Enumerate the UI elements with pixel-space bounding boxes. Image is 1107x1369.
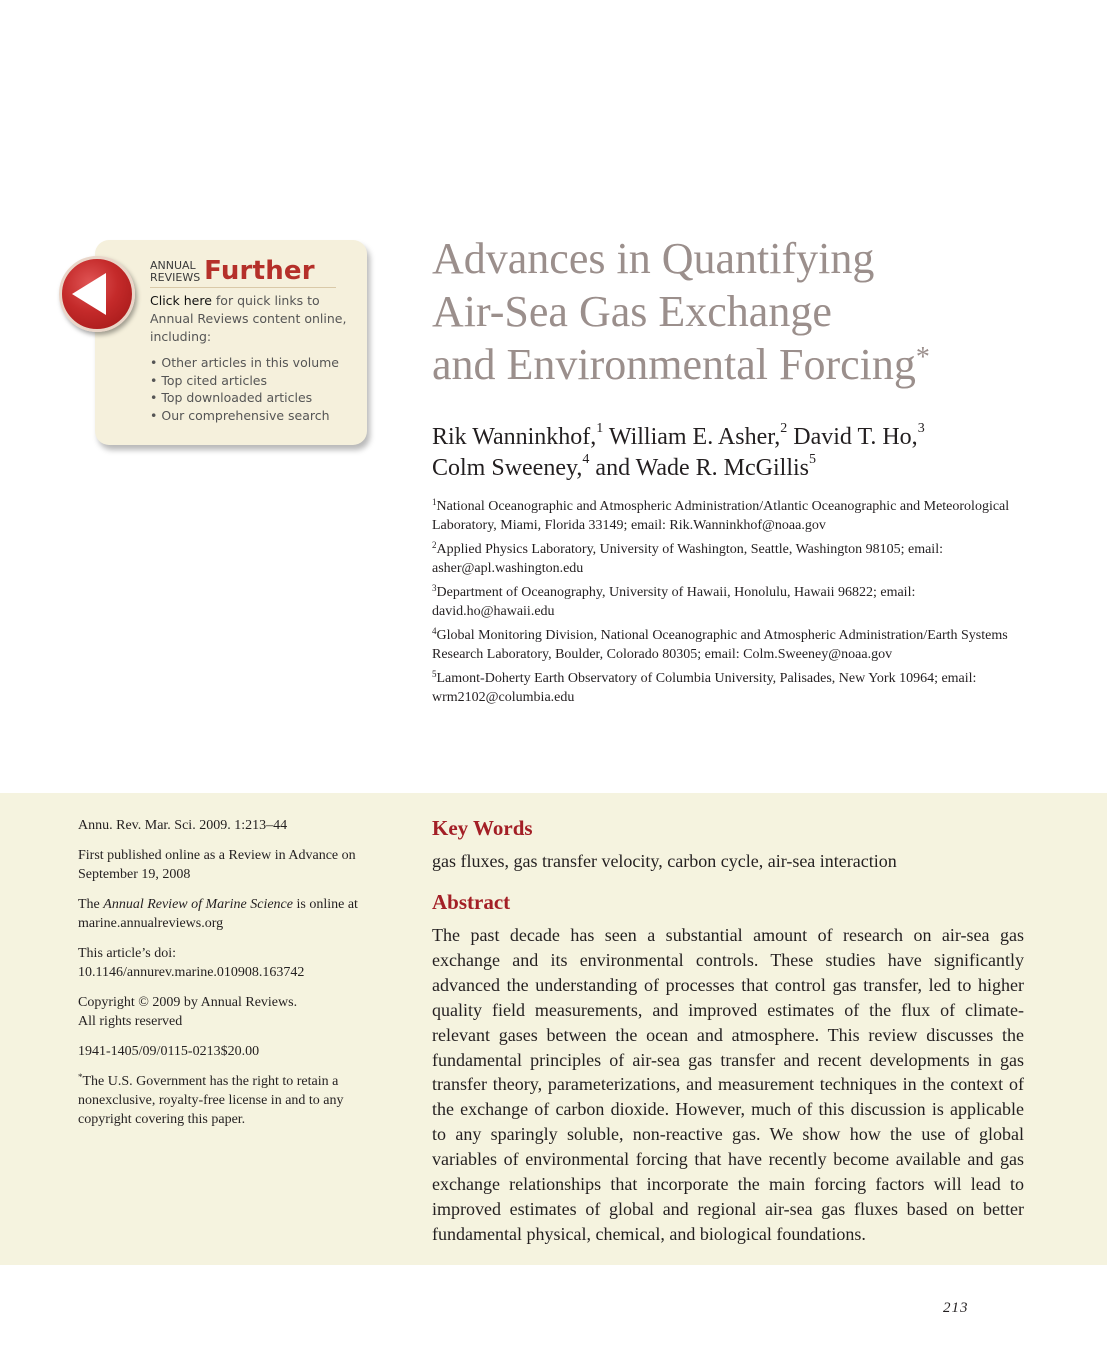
- doi-link[interactable]: 10.1146/annurev.marine.010908.163742: [78, 965, 305, 980]
- online-pre: The: [78, 897, 104, 912]
- title-line-2: Air-Sea Gas Exchange: [432, 287, 832, 336]
- abstract-heading: Abstract: [432, 890, 511, 914]
- further-reading-panel: [150, 258, 355, 424]
- journal-name: Annual Review of Marine Science: [103, 897, 293, 912]
- affiliation-mark: 5: [432, 669, 437, 679]
- abstract-text: The past decade has seen a substantial amount of research on air-sea gas exchange and its environmental controls. These studies have significantly advanced the understanding of processes that control gas transfer, led to higher quality field measurements, and improved estimates of the flux of climate-relevant gases between the ocean and atmosphere. This review discusses the fundamental principles of air-sea gas transfer and recent developments in gas transfer theory, parameterizations, and measurement techniques in the context of the exchange of carbon dioxide. However, much of this discussion is applicable to any sparingly soluble, non-reactive gas. We show how the use of global variables of environmental forcing that have recently become available and gas exchange relationships that incorporate the main forcing factors will lead to improved estimates of global and regional air-sea gas fluxes based on better fundamental physical, chemical, and biological foundations.: [432, 925, 1024, 1244]
- author-affiliation-mark: 2: [780, 421, 788, 436]
- doi-block: [78, 944, 388, 982]
- affiliation: [432, 497, 1032, 535]
- affiliation-text: National Oceanographic and Atmospheric Administration/Atlantic Oceanographic and Meteorological Laboratory, Miami, Florida 33149; email: Rik.Wanninkhof@noaa.gov: [432, 499, 1010, 533]
- author-affiliation-mark: 1: [596, 421, 604, 436]
- author-name: William E. Asher,: [608, 424, 781, 450]
- annual-reviews-further-logo: [150, 258, 336, 288]
- further-link-search[interactable]: • Our comprehensive search: [150, 407, 355, 425]
- affiliation-mark: 4: [432, 626, 437, 636]
- government-note: [78, 1072, 388, 1129]
- logo-annual: ANNUAL: [150, 259, 196, 272]
- article-title: [432, 232, 1052, 391]
- click-here-link[interactable]: Click here: [150, 293, 212, 308]
- affiliation-text: Department of Oceanography, University of Hawaii, Honolulu, Hawaii 96822; email: david.ho@hawaii.edu: [432, 585, 916, 619]
- note-mark: *: [78, 1072, 83, 1082]
- further-link-top-downloaded[interactable]: • Top downloaded articles: [150, 389, 355, 407]
- affiliation: [432, 583, 1032, 621]
- online-post: is online at marine.annualreviews.org: [78, 897, 358, 931]
- further-description-text: for quick links to Annual Reviews content online, including:: [150, 293, 347, 344]
- affiliation: [432, 626, 1032, 664]
- logo-further: Further: [204, 256, 315, 286]
- affiliation-text: Lamont-Doherty Earth Observatory of Columbia University, Palisades, New York 10964; email: wrm2102@columbia.edu: [432, 671, 977, 705]
- affiliation-mark: 1: [432, 497, 437, 507]
- rights: All rights reserved: [78, 1014, 183, 1029]
- author-name: David T. Ho,: [793, 424, 918, 450]
- further-link-top-cited[interactable]: • Top cited articles: [150, 372, 355, 390]
- affiliation: [432, 540, 1032, 578]
- citation: Annu. Rev. Mar. Sci. 2009. 1:213–44: [78, 818, 288, 833]
- affiliation-mark: 2: [432, 540, 437, 550]
- affiliation: [432, 669, 1032, 707]
- back-arrow-icon[interactable]: [59, 256, 135, 332]
- author-name: Rik Wanninkhof,: [432, 424, 597, 450]
- title-footnote-mark: *: [915, 342, 930, 373]
- doi-label: This article’s doi:: [78, 946, 176, 961]
- author-name: Colm Sweeney,: [432, 455, 583, 481]
- affiliation-list: [432, 497, 1032, 712]
- first-published: First published online as a Review in Advance on September 19, 2008: [78, 848, 356, 882]
- article-metadata: [78, 816, 388, 1140]
- author-affiliation-mark: 5: [809, 452, 817, 467]
- affiliation-text: Global Monitoring Division, National Oceanographic and Atmospheric Administration/Earth Systems Research Laboratory, Boulder, Colorado 80305; email: Colm.Sweeney@noaa.gov: [432, 628, 1008, 662]
- title-line-1: Advances in Quantifying: [432, 234, 875, 283]
- further-description: [150, 292, 355, 346]
- issn-code: 1941-1405/09/0115-0213$20.00: [78, 1044, 260, 1059]
- copyright-block: [78, 993, 388, 1031]
- copyright: Copyright © 2009 by Annual Reviews.: [78, 995, 298, 1010]
- title-line-3: and Environmental Forcing: [432, 340, 916, 389]
- affiliation-mark: 3: [432, 583, 437, 593]
- author-affiliation-mark: 3: [917, 421, 925, 436]
- keywords-heading: Key Words: [432, 816, 533, 840]
- note-text: The U.S. Government has the right to retain a nonexclusive, royalty-free license in and to any copyright covering this paper.: [78, 1074, 344, 1127]
- further-links-list: [150, 354, 355, 424]
- logo-reviews: REVIEWS: [150, 271, 201, 284]
- online-availability: [78, 895, 388, 933]
- page-number: 213: [943, 1300, 969, 1316]
- further-link-other-articles[interactable]: • Other articles in this volume: [150, 354, 355, 372]
- author-name: and Wade R. McGillis: [595, 455, 810, 481]
- author-affiliation-mark: 4: [582, 452, 590, 467]
- affiliation-text: Applied Physics Laboratory, University of Washington, Seattle, Washington 98105; email: asher@apl.washington.edu: [432, 542, 943, 576]
- keywords-text: gas fluxes, gas transfer velocity, carbon cycle, air-sea interaction: [432, 851, 897, 871]
- author-list: [432, 422, 1052, 484]
